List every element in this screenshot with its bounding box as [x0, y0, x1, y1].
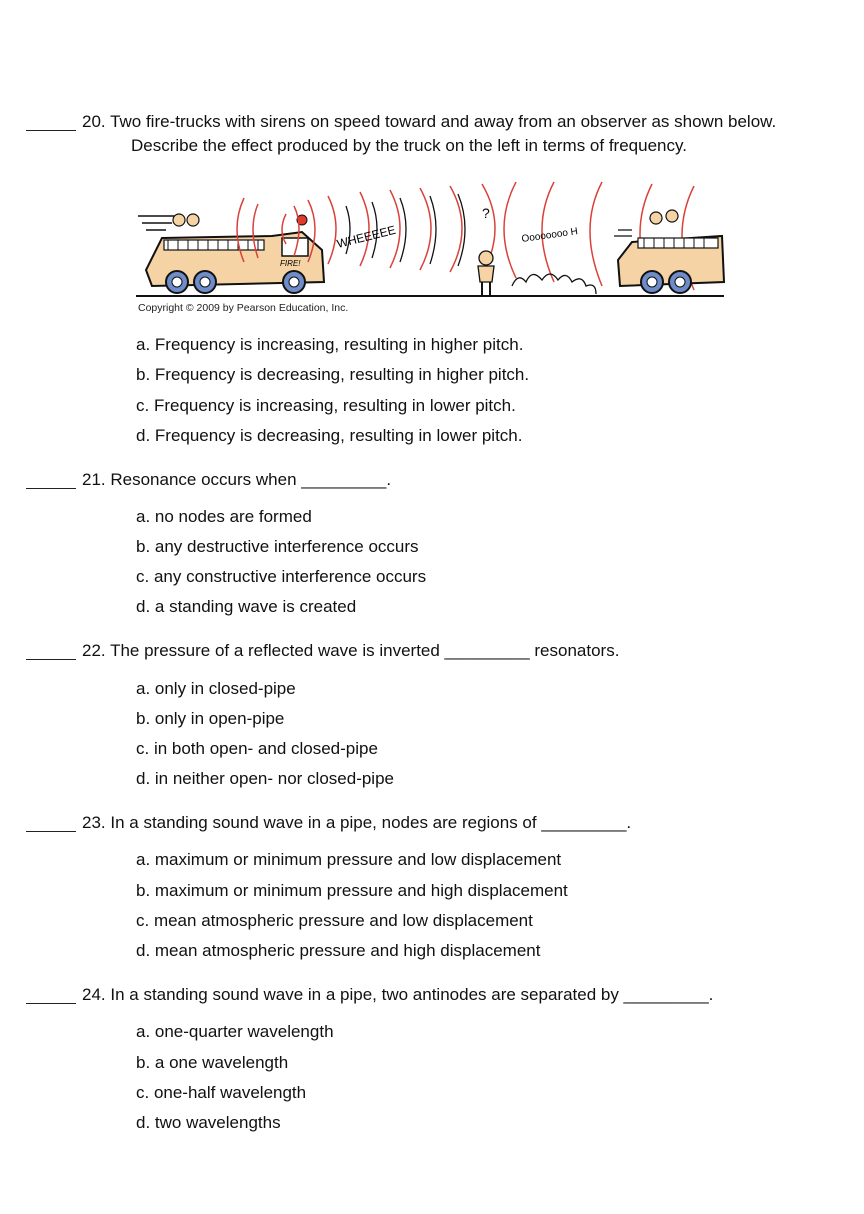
question-24-stem	[82, 985, 713, 1005]
question-23-text: In a standing sound wave in a pipe, nodes are regions of _________.	[110, 813, 632, 832]
question-23-option-c[interactable]: c. mean atmospheric pressure and low displacement	[136, 911, 533, 930]
question-24-option-b[interactable]: b. a one wavelength	[136, 1053, 289, 1072]
question-22-option-b[interactable]: b. only in open-pipe	[136, 709, 285, 728]
left-fire-truck	[146, 214, 324, 293]
question-20-text: Two fire-trucks with sirens on speed toward and away from an observer as shown below.	[110, 112, 777, 131]
question-22-option-c[interactable]: c. in both open- and closed-pipe	[136, 739, 378, 758]
right-fire-truck	[614, 210, 724, 293]
question-22-number: 22.	[82, 641, 106, 660]
answer-blank-23[interactable]	[26, 831, 76, 832]
question-20-number: 20.	[82, 112, 106, 131]
question-23-option-d[interactable]: d. mean atmospheric pressure and high displacement	[136, 941, 541, 960]
question-20-line-2: Describe the effect produced by the truck on the left in terms of frequency.	[131, 136, 687, 155]
question-23-option-a[interactable]: a. maximum or minimum pressure and low displacement	[136, 850, 562, 869]
question-24-option-a[interactable]: a. one-quarter wavelength	[136, 1022, 334, 1041]
question-24-option-d[interactable]: d. two wavelengths	[136, 1113, 281, 1132]
question-20-line-1	[82, 112, 776, 132]
question-22-text: The pressure of a reflected wave is inverted _________ resonators.	[110, 641, 620, 660]
question-21-option-a[interactable]: a. no nodes are formed	[136, 507, 312, 526]
fire-truck-doppler-figure	[132, 178, 728, 302]
question-20-option-b[interactable]: b. Frequency is decreasing, resulting in higher pitch.	[136, 365, 530, 384]
question-22-option-a[interactable]: a. only in closed-pipe	[136, 679, 296, 698]
question-23-number: 23.	[82, 813, 106, 832]
question-21-option-c[interactable]: c. any constructive interference occurs	[136, 567, 427, 586]
sound-right-label: Oooooooo H	[520, 226, 579, 245]
question-24-number: 24.	[82, 985, 106, 1004]
question-21-option-d[interactable]: d. a standing wave is created	[136, 597, 357, 616]
figure-copyright: Copyright © 2009 by Pearson Education, Inc.	[138, 302, 349, 314]
question-20-option-c[interactable]: c. Frequency is increasing, resulting in lower pitch.	[136, 396, 516, 415]
question-23-stem	[82, 813, 631, 833]
answer-blank-20[interactable]	[26, 130, 76, 131]
question-21-number: 21.	[82, 470, 106, 489]
question-20-option-d[interactable]: d. Frequency is decreasing, resulting in lower pitch.	[136, 426, 523, 445]
question-22-option-d[interactable]: d. in neither open- nor closed-pipe	[136, 769, 394, 788]
question-21-text: Resonance occurs when _________.	[110, 470, 392, 489]
question-21-stem	[82, 470, 391, 490]
observer-question-mark: ?	[482, 205, 490, 221]
question-20-option-a[interactable]: a. Frequency is increasing, resulting in higher pitch.	[136, 335, 524, 354]
answer-blank-22[interactable]	[26, 659, 76, 660]
sound-left-label: WHEEEEE	[335, 222, 397, 251]
question-24-option-c[interactable]: c. one-half wavelength	[136, 1083, 307, 1102]
question-23-option-b[interactable]: b. maximum or minimum pressure and high displacement	[136, 881, 568, 900]
question-24-text: In a standing sound wave in a pipe, two antinodes are separated by _________.	[110, 985, 714, 1004]
fire-label: FIRE!	[280, 259, 301, 268]
answer-blank-24[interactable]	[26, 1003, 76, 1004]
answer-blank-21[interactable]	[26, 488, 76, 489]
question-21-option-b[interactable]: b. any destructive interference occurs	[136, 537, 419, 556]
question-22-stem	[82, 641, 619, 661]
